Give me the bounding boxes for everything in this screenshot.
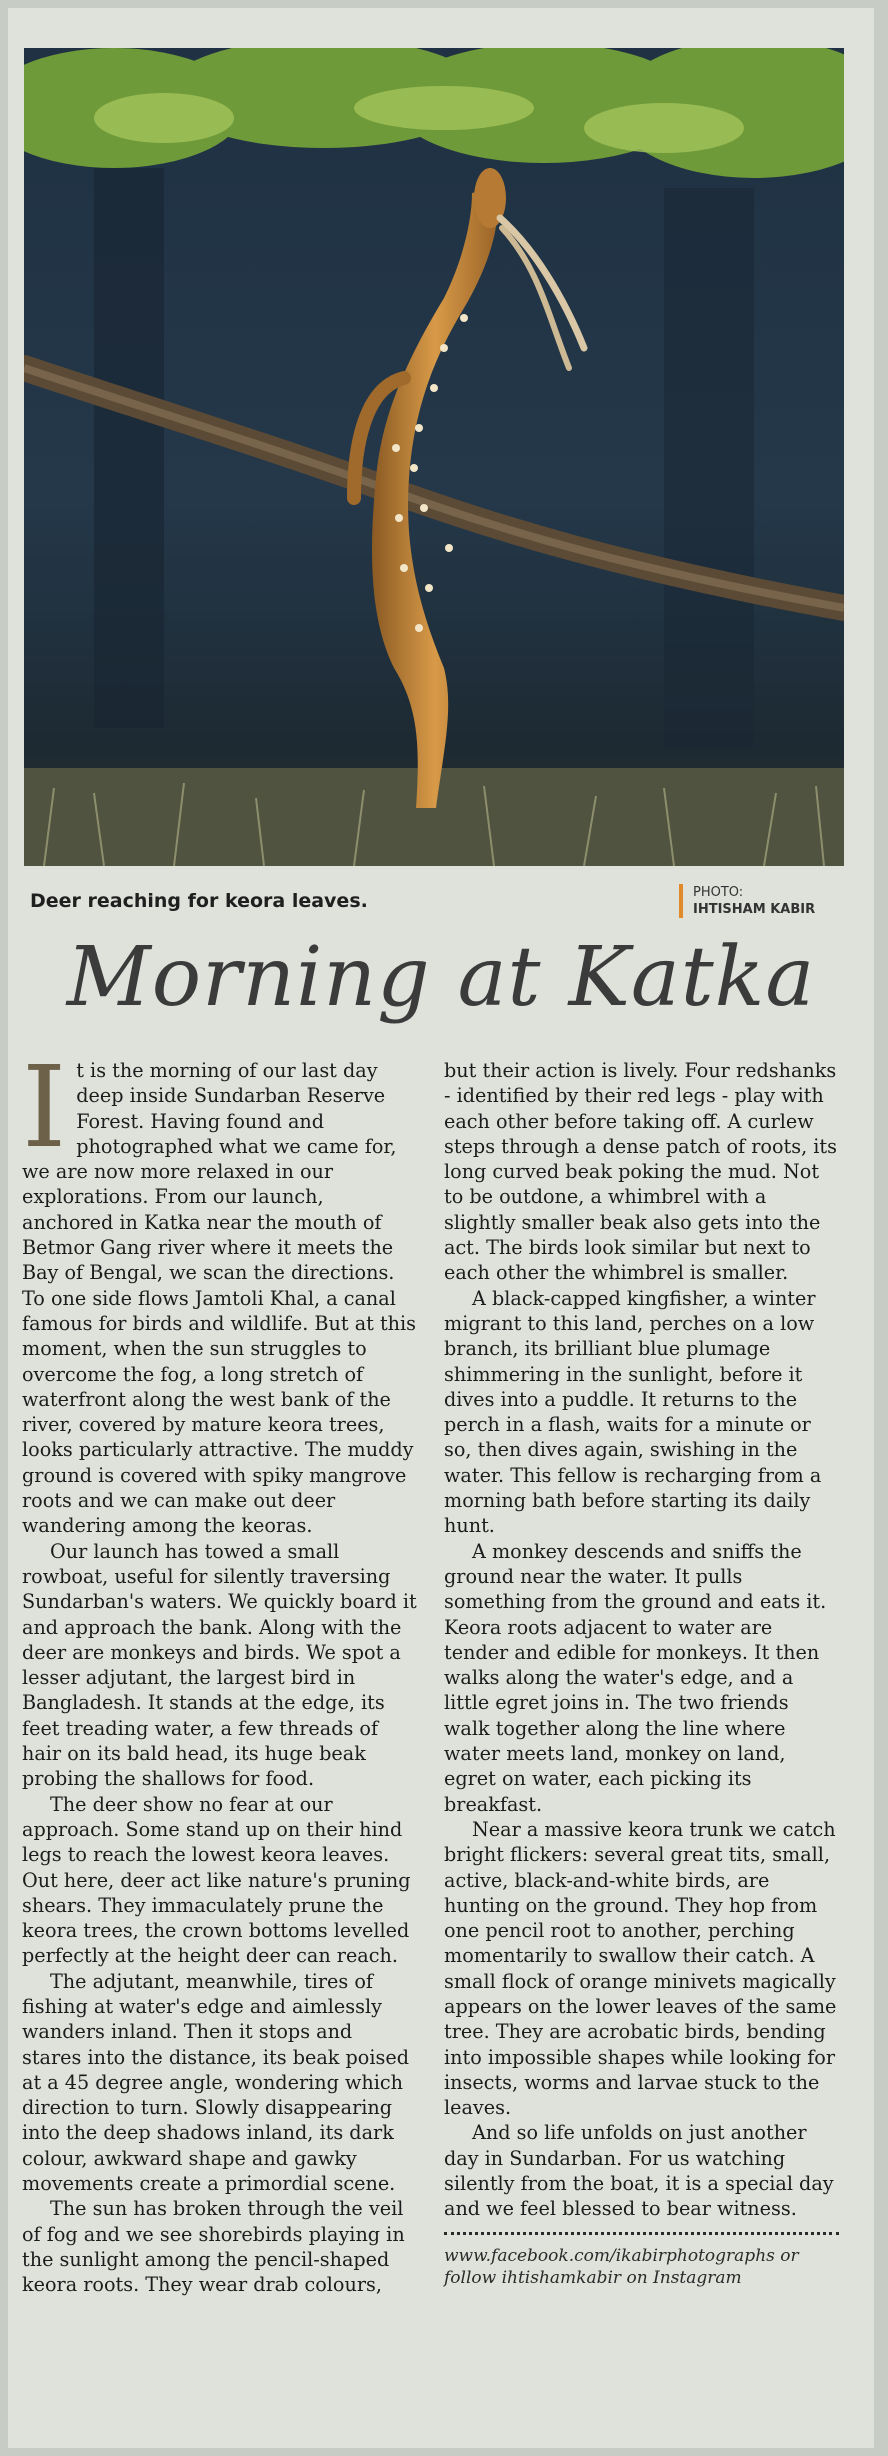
paragraph: The deer show no fear at our approach. Some stand up on their hind legs to reach the lowest keora leaves. Out here, deer act like nature's pruning shears. They immaculately prune the keora trees, the crown bottoms levelled perfectly at the height deer can reach.: [22, 1792, 411, 1968]
deer-photo-illustration: [24, 48, 844, 866]
deer-photo: [24, 48, 844, 866]
photo-caption-row: [24, 876, 844, 926]
article-first-paragraph: [22, 1043, 417, 1539]
photo-credit: [679, 884, 815, 918]
paragraph-continuation: but their action is lively. Four redshanks - identified by their red legs - play with each other before taking off. A curlew steps through a dense patch of roots, its long curved beak poking the mud. Not to be outdone, a whimbrel with a slightly smaller beak also gets into the act. The birds look similar but next to each other the whimbrel is smaller.: [444, 1059, 837, 1285]
paragraph: And so life unfolds on just another day in Sundarban. For us watching silently from the boat, it is a special day and we feel blessed to bear witness.: [444, 2121, 834, 2221]
article-title: Morning at Katka: [66, 930, 816, 1025]
photo-credit-label: PHOTO:: [693, 885, 744, 900]
footer-facebook: www.facebook.com/ikabirphotographs or: [444, 2245, 799, 2266]
author-footer: [444, 2245, 839, 2289]
drop-cap: I: [22, 1043, 67, 1173]
dotted-divider: [444, 2232, 839, 2235]
paragraph: A black-capped kingfisher, a winter migrant to this land, perches on a low branch, its brilliant blue plumage shimmering in the sunlight, before it dives into a puddle. It returns to the perch in a flash, waits for a minute or so, then dives again, swishing in the water. This fellow is recharging from a morning bath before starting its daily hunt.: [444, 1286, 822, 1538]
paragraph: The adjutant, meanwhile, tires of fishing at water's edge and aimlessly wanders inland. Then it stops and stares into the distance, its beak poised at a 45 degree angle, wondering which direction to turn. Slowly disappearing into the deep shadows inland, its dark colour, awkward shape and gawky movements create a primordial scene.: [22, 1969, 409, 2196]
paragraph: Near a massive keora trunk we catch bright flickers: several great tits, small, active, black-and-white birds, are hunting on the ground. They hop from one pencil root to another, perching momentarily to swallow their catch. A small flock of orange minivets magically appears on the lower leaves of the same tree. They are acrobatic birds, bending into impossible shapes while looking for insects, worms and larvae stuck to the leaves.: [444, 1817, 837, 2120]
first-paragraph-text: t is the morning of our last day deep inside Sundarban Reserve Forest. Having found and photographed what we came for, we are now more relaxed in our explorations. From our launch, anchored in Katka near the mouth of Betmor Gang river where it meets the Bay of Bengal, we scan the directions. To one side flows Jamtoli Khal, a canal famous for birds and wildlife. But at this moment, when the sun struggles to overcome the fog, a long stretch of waterfront along the west bank of the river, covered by mature keora trees, looks particularly attractive. The muddy ground is covered with spiky mangrove roots and we can make out deer wandering among the keoras.: [22, 1059, 416, 1538]
paragraph: The sun has broken through the veil of fog and we see shorebirds playing in the sunlight among the pencil-shaped keora roots. They wear drab colours,: [22, 2197, 405, 2297]
photo-credit-name: IHTISHAM KABIR: [693, 902, 816, 917]
article-column-left: [22, 1043, 417, 2298]
paragraph: Our launch has towed a small rowboat, useful for silently traversing Sundarban's waters. We quickly board it and approach the bank. Along with the deer are monkeys and birds. We spot a lesser adjutant, the largest bird in Bangladesh. It stands at the edge, its feet treading water, a few threads of hair on its bald head, its huge beak probing the shallows for food.: [22, 1539, 417, 1791]
photo-caption: Deer reaching for keora leaves.: [30, 890, 368, 912]
paragraph: A monkey descends and sniffs the ground near the water. It pulls something from the ground and eats it. Keora roots adjacent to water are tender and edible for monkeys. It then walks along the water's edge, and a little egret joins in. The two friends walk together along the line where water meets land, monkey on land, egret on water, each picking its breakfast.: [444, 1539, 827, 1816]
newspaper-page: [8, 8, 874, 2448]
footer-instagram: follow ihtishamkabir on Instagram: [444, 2267, 742, 2288]
article-column-right: [444, 1058, 839, 2289]
